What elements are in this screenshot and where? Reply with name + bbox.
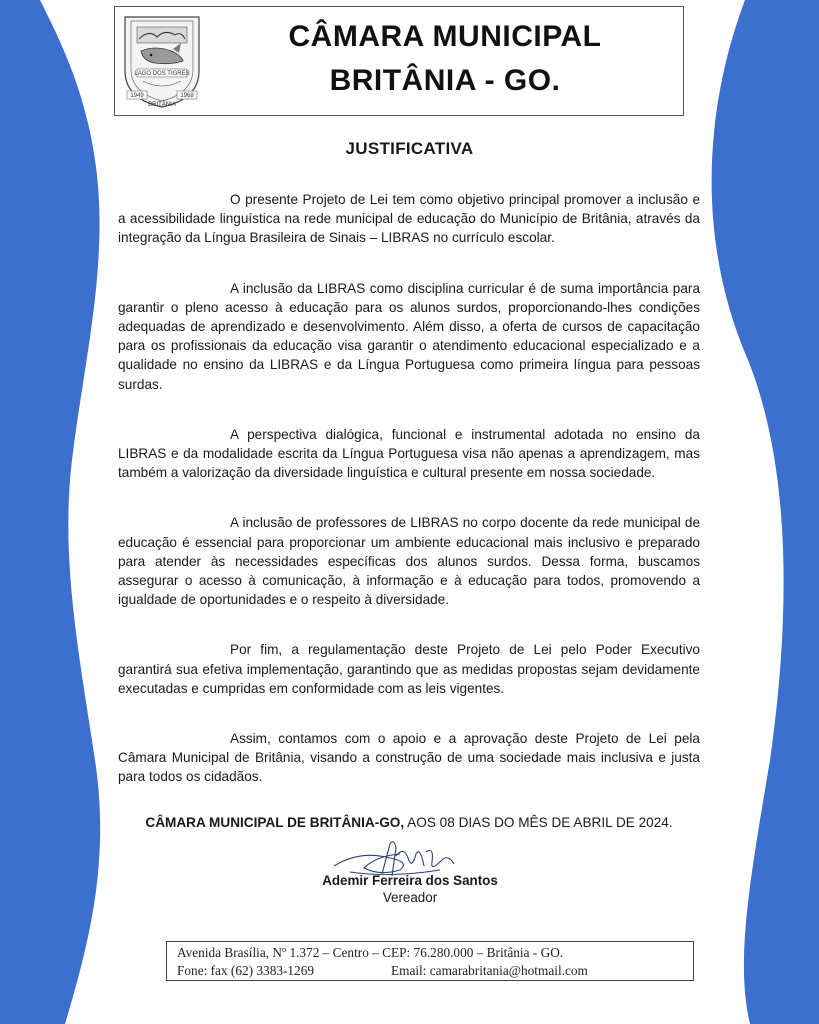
closing-date: AOS 08 DIAS DO MÊS DE ABRIL DE 2024. bbox=[404, 815, 673, 830]
closing-institution: CÂMARA MUNICIPAL DE BRITÂNIA-GO, bbox=[145, 815, 405, 830]
paragraph-6: Assim, contamos com o apoio e a aprovação deste Projeto de Lei pela Câmara Municipal de Britânia, visando a construção de uma sociedade mais inclusiva e justa para todos os cidadãos. bbox=[118, 731, 700, 785]
svg-text:LAGO DOS TIGRES: LAGO DOS TIGRES bbox=[134, 71, 190, 77]
footer-email: Email: camarabritania@hotmail.com bbox=[391, 963, 588, 978]
paragraph-3: A perspectiva dialógica, funcional e instrumental adotada no ensino da LIBRAS e da modalidade escrita da Língua Portuguesa visa não apenas a aprendizagem, mas também a valorização da diversidade linguística e cultural presente em nossa sociedade. bbox=[118, 426, 700, 481]
svg-text:1949: 1949 bbox=[130, 93, 144, 99]
footer-contact bbox=[166, 941, 694, 981]
document-heading: JUSTIFICATIVA bbox=[345, 139, 474, 158]
municipal-crest-icon bbox=[121, 11, 203, 109]
letterhead-title-line2: BRITÂNIA - GO. bbox=[329, 64, 561, 97]
footer-contact-line bbox=[177, 962, 683, 980]
paragraph-1: O presente Projeto de Lei tem como objetivo principal promover a inclusão e a acessibilidade linguística na rede municipal de educação do Município de Britânia, através da integração da Língua Brasileira de Sinais – LIBRAS no currículo escolar. bbox=[118, 192, 700, 246]
paragraph-4: A inclusão de professores de LIBRAS no corpo docente da rede municipal de educação é essencial para proporcionar um ambiente educacional mais inclusivo e preparado para atender às necessidades específicas dos alunos surdos. Dessa forma, buscamos assegurar o acesso à comunicação, à informação e à educação para todos, promovendo a igualdade de oportunidades e o respeito à diversidade. bbox=[118, 515, 700, 608]
paragraph-2: A inclusão da LIBRAS como disciplina curricular é de suma importância para garantir o pleno acesso à educação para os alunos surdos, proporcionando-lhes condições adequadas de aprendizado e desenvolvimento. Além disso, a oferta de cursos de capacitação para os profissionais da educação visa garantir o atendimento educacional especializado e a qualidade no ensino da LIBRAS e da Língua Portuguesa como primeira língua para pessoas surdas. bbox=[118, 280, 700, 392]
letterhead bbox=[114, 6, 684, 116]
paragraph-5: Por fim, a regulamentação deste Projeto de Lei pelo Poder Executivo garantirá sua efetiva implementação, garantindo que as medidas propostas sejam devidamente executadas e cumpridas em conformidade com as leis vigentes. bbox=[118, 642, 700, 696]
closing-line bbox=[118, 815, 700, 830]
svg-text:BRITÂNIA: BRITÂNIA bbox=[148, 102, 176, 108]
document-body bbox=[118, 190, 700, 818]
letterhead-title-line1: CÂMARA MUNICIPAL bbox=[288, 20, 602, 53]
footer-address: Avenida Brasília, Nº 1.372 – Centro – CEP: 76.280.000 – Britânia - GO. bbox=[177, 945, 564, 960]
footer-phone: Fone: fax (62) 3383-1269 bbox=[177, 963, 315, 978]
signer-name: Ademir Ferreira dos Santos bbox=[322, 873, 498, 888]
letterhead-title bbox=[215, 15, 675, 103]
signer-role: Vereador bbox=[382, 890, 438, 905]
svg-text:1968: 1968 bbox=[180, 93, 194, 99]
